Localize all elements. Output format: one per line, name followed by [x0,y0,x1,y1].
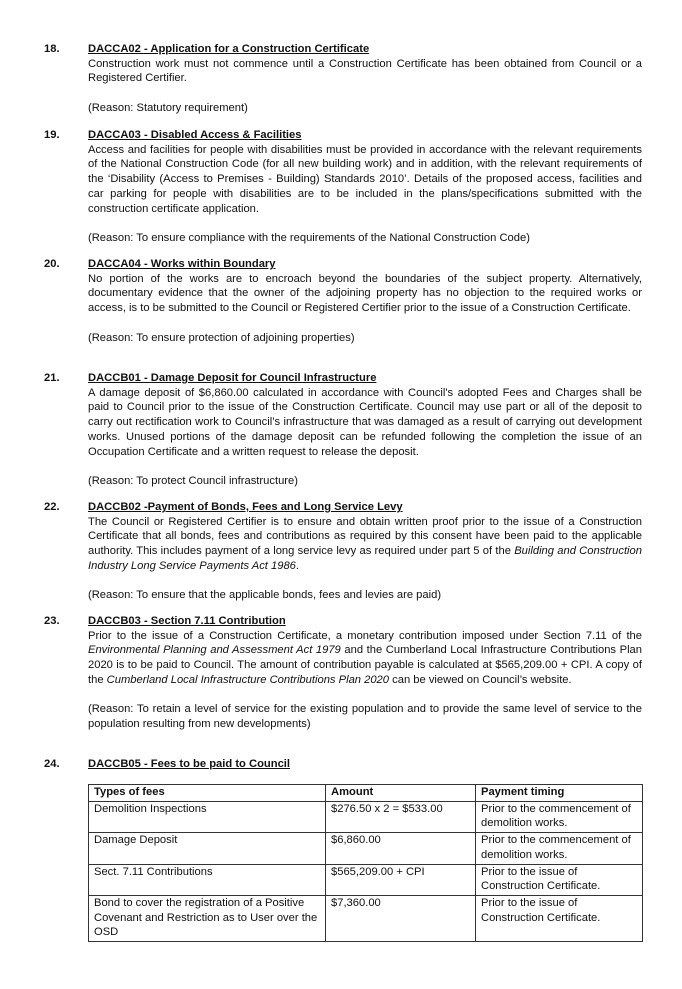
table-cell: Sect. 7.11 Contributions [89,864,326,895]
condition-text [88,515,642,574]
condition-number: 23. [44,615,60,627]
act-name: Building and Construction Industry Long Service Payments Act 1986 [88,545,642,572]
table-header-row [89,785,643,802]
condition-title: DACCA04 - Works within Boundary [88,258,276,270]
condition-reason: (Reason: To retain a level of service for the existing population and to provide the same level of service to the population resulting from new developments) [88,703,642,730]
text-segment: can be viewed on Council’s website. [389,673,572,686]
table-cell: $276.50 x 2 = $533.00 [326,801,476,832]
condition-text: Access and facilities for people with disabilities must be provided in accordance with the relevant requirements of the National Construction Code (for all new building work) and in addition, with the relevant requirements of the ‘Disability (Access to Premises - Building) Standards 2010’. Details of the proposed access, facilities and car parking for people with disabilities are to be included in the plans/specifications submitted with the construction certificate application. [88,143,642,215]
text-segment: Prior to the issue of a Construction Certificate, a monetary contribution imposed under Section 7.11 of the [88,629,642,642]
condition-20 [44,257,642,345]
condition-number: 18. [44,43,60,55]
condition-title: DACCB05 - Fees to be paid to Council [88,758,291,770]
condition-reason: (Reason: To ensure protection of adjoining properties) [88,331,355,344]
condition-number: 24. [44,758,60,770]
condition-title: DACCB02 -Payment of Bonds, Fees and Long Service Levy [88,501,403,513]
condition-text: Construction work must not commence until a Construction Certificate has been obtained from Council or a Registered Certifier. [88,57,642,85]
table-cell: Bond to cover the registration of a Positive Covenant and Restriction as to User over the OSD [89,895,326,941]
condition-title: DACCB03 - Section 7.11 Contribution [88,615,286,627]
table-row [89,864,643,895]
column-header: Payment timing [476,785,643,802]
condition-19 [44,128,642,246]
condition-title: DACCA02 - Application for a Construction Certificate [88,43,370,55]
table-row [89,833,643,864]
condition-21 [44,371,642,489]
table-cell: $7,360.00 [326,895,476,941]
condition-number: 22. [44,501,60,513]
table-cell: Prior to the issue of Construction Certificate. [476,895,643,941]
text-segment: . [295,559,300,572]
condition-reason: (Reason: To protect Council infrastructure) [88,474,298,487]
condition-reason: (Reason: To ensure that the applicable bonds, fees and levies are paid) [88,589,442,602]
condition-reason: (Reason: To ensure compliance with the requirements of the National Construction Code) [88,231,530,244]
fees-table [88,784,643,942]
table-cell: Demolition Inspections [89,801,326,832]
condition-24 [44,757,642,772]
table-cell: Prior to the commencement of demolition works. [476,833,643,864]
column-header: Types of fees [89,785,326,802]
column-header: Amount [326,785,476,802]
condition-title: DACCA03 - Disabled Access & Facilities [88,129,302,141]
condition-18 [44,42,642,116]
text-segment: The Council or Registered Certifier is to ensure and obtain written proof prior to the issue of a Construction Certificate that all bonds, fees and contributions as required by this consent have been paid to the applicable authority. This includes payment of a long service levy as required under part 5 of the [88,515,642,558]
text-segment: and the Cumberland Local Infrastructure Contributions Plan 2020 is to be paid to Council. The amount of contribution payable is calculated at $565,209.00 + CPI. A copy of the [88,644,642,686]
condition-23 [44,614,642,732]
condition-reason: (Reason: Statutory requirement) [88,101,248,114]
condition-title: DACCB01 - Damage Deposit for Council Infrastructure [88,372,377,384]
condition-number: 20. [44,258,60,270]
condition-text: No portion of the works are to encroach beyond the boundaries of the subject property. Alternatively, documentary evidence that the owner of the adjoining property has no objection to the required works or access, is to be submitted to the Council or Registered Certifier prior to the issue of a Construction Certificate. [88,272,642,315]
table-cell: Prior to the commencement of demolition works. [476,801,643,832]
table-row [89,801,643,832]
condition-number: 19. [44,129,60,141]
table-cell: $565,209.00 + CPI [326,864,476,895]
act-name: Environmental Planning and Assessment Act 1979 [88,644,341,657]
table-cell: $6,860.00 [326,833,476,864]
table-row [89,895,643,941]
plan-name: Cumberland Local Infrastructure Contributions Plan 2020 [106,673,390,686]
condition-text [88,629,642,688]
condition-text: A damage deposit of $6,860.00 calculated in accordance with Council's adopted Fees and Charges shall be paid to Council prior to the issue of the Construction Certificate. Council may use part or all of the deposit to carry out rectification work to Council’s infrastructure that was damaged as a result of carrying out development works. Unused portions of the damage deposit can be refunded following the completion the issue of an Occupation Certificate and a written request to release the deposit. [88,386,642,458]
table-cell: Damage Deposit [89,833,326,864]
table-cell: Prior to the issue of Construction Certificate. [476,864,643,895]
condition-22 [44,500,642,603]
condition-number: 21. [44,372,60,384]
